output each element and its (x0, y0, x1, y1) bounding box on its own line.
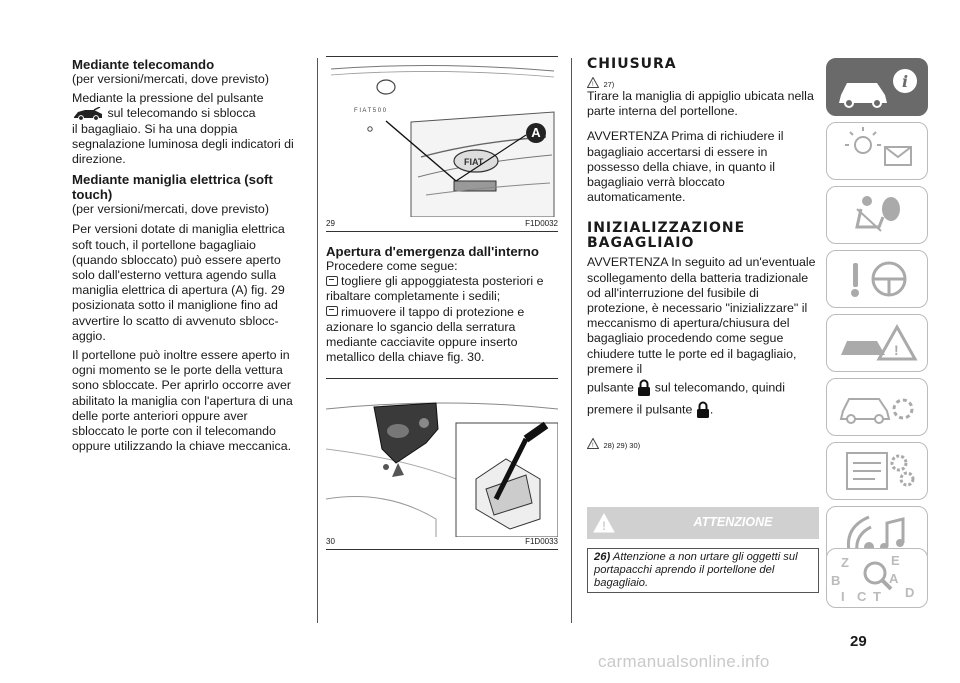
svg-text:i: i (902, 72, 909, 91)
bullet-icon (326, 276, 338, 286)
column-divider-2 (571, 58, 572, 623)
index-letter-a: A (889, 571, 899, 586)
warning-triangle-icon (587, 77, 599, 88)
svg-text:!: ! (592, 443, 594, 450)
tab-maintenance[interactable] (826, 378, 928, 436)
index-letter-c: C (857, 589, 867, 604)
heading-init: INIZIALIZZAZIONE BAGAGLIAIO (587, 220, 746, 252)
warning-triangle-icon (587, 438, 599, 449)
tab-emergency[interactable] (826, 314, 928, 372)
car-maintenance-icon (827, 379, 927, 435)
warning-lights-icon (827, 123, 927, 179)
figure-29-number: 29 (326, 219, 335, 228)
svg-text:!: ! (602, 519, 606, 533)
heading-soft-touch: Mediante maniglia elettrica (soft touch) (72, 172, 273, 203)
page-number: 29 (850, 633, 867, 650)
warning-triangle-icon (593, 513, 615, 533)
heading-chiusura: CHIUSURA (587, 56, 677, 72)
index-letter-b: B (831, 573, 841, 588)
index-letter-i: I (841, 589, 845, 604)
safety-airbag-icon (827, 187, 927, 243)
figure-30-number: 30 (326, 537, 335, 546)
references-2: ! 28) 29) 30) (587, 435, 819, 447)
callout-a: A (531, 125, 541, 140)
heading-emergency: Apertura d'emergenza dall'interno (326, 244, 539, 259)
remote-text-1: Mediante la pressione del pulsante (72, 91, 264, 106)
attention-banner (587, 507, 819, 539)
reference-1: ! 27) (587, 74, 819, 86)
technical-data-icon (827, 443, 927, 499)
car-info-icon (827, 59, 927, 115)
figure-30 (326, 378, 558, 550)
bullet-icon (326, 306, 338, 316)
tab-safety[interactable] (826, 186, 928, 244)
init-step-2: premere il pulsante . (587, 401, 819, 419)
index-letter-t: T (873, 589, 881, 604)
remote-text-2: sul telecomando si sblocca (72, 106, 298, 121)
attention-text: Attenzione a non urtare gli oggetti sul portapacchi aprendo il portellone del bagagliaio. (594, 551, 798, 589)
lock-button-icon (637, 379, 651, 397)
figure-30-code: F1D0033 (525, 537, 558, 546)
init-text: AVVERTENZA In seguito ad un'eventuale scollegamento della batteria tradizionale od all'interruzione del fusibile di protezione, è necessario "inizializzare" il meccanismo di apertura/chiusura del bagagliaio procedendo come segue chiudere tutte le porte ed il bagagliaio, premere il (587, 255, 816, 376)
tab-car-info[interactable] (826, 58, 928, 116)
closing-warning: AVVERTENZA Prima di richiudere il bagagliaio accertarsi di essere in possesso della chiave, in quanto il bagagliaio verrà bloccato automaticamente. (587, 129, 784, 205)
emergency-step-2: rimuovere il tappo di protezione e azionare lo sgancio della serratura mediante cacciavite oppure inserto metallico della chiave fig. 30. (326, 304, 525, 365)
closing-text: Tirare la maniglia di appiglio ubicata nella parte interna del portellone. (587, 89, 814, 119)
remote-text-3: il bagagliaio. Si ha una doppia segnalazione luminosa degli indicatori di direzione. (72, 121, 294, 167)
tab-starting-driving[interactable] (826, 250, 928, 308)
watermark: carmanualsonline.info (598, 652, 770, 671)
steering-wheel-icon (827, 251, 927, 307)
svg-text:!: ! (894, 342, 899, 358)
tab-index[interactable] (826, 548, 928, 608)
svg-text:FIAT: FIAT (464, 157, 484, 167)
emergency-step-1: togliere gli appoggiatesta posteriori e ribaltare completamente i sedili; (326, 274, 544, 304)
attention-number: 26) (594, 551, 611, 563)
init-step-1: pulsante sul telecomando, quindi (587, 379, 819, 397)
svg-text:F I A T 5 0 0: F I A T 5 0 0 (354, 108, 387, 114)
lock-release-illustration (326, 379, 558, 537)
index-letter-z: Z (841, 555, 849, 570)
tab-technical-data[interactable] (826, 442, 928, 500)
note-versions-2: (per versioni/mercati, dove previsto) (72, 202, 269, 217)
note-versions-1: (per versioni/mercati, dove previsto) (72, 72, 269, 86)
svg-text:!: ! (592, 82, 594, 89)
lock-button-icon-2 (696, 401, 710, 419)
tab-warning-lights[interactable] (826, 122, 928, 180)
attention-title: ATTENZIONE (693, 515, 773, 529)
soft-touch-text: Per versioni dotate di maniglia elettrica soft touch, il portellone bagagliaio (quando sbloccato) può essere aperto solo dall'esterno vettura agendo sulla maniglia elettrica di apertura (A) fig. 29 posizionata sotto il maniglione fino ad avvertire lo scatto di avvenuto sbloccaggio. (72, 222, 285, 343)
roadside-triangle-icon (827, 315, 927, 371)
tailgate-handle-illustration (326, 57, 558, 217)
attention-box (587, 548, 819, 593)
figure-29 (326, 56, 558, 232)
figure-29-code: F1D0032 (525, 219, 558, 228)
tailgate-text: Il portellone può inoltre essere aperto in ogni momento se le porte della vettura sono sbloccate. Per aprirlo occorre aver abilitato la maniglia con l'apertura di una delle porte anteriori oppure aver sbloccato le porte con il telecomando oppure utilizzando la chiave meccanica. (72, 348, 293, 454)
index-letter-d: D (905, 585, 915, 600)
index-letter-e: E (891, 553, 900, 568)
column-divider-1 (317, 58, 318, 623)
trunk-open-button-icon (72, 107, 104, 121)
heading-remote: Mediante telecomando (72, 57, 215, 72)
emergency-intro: Procedere come segue: (326, 259, 458, 273)
